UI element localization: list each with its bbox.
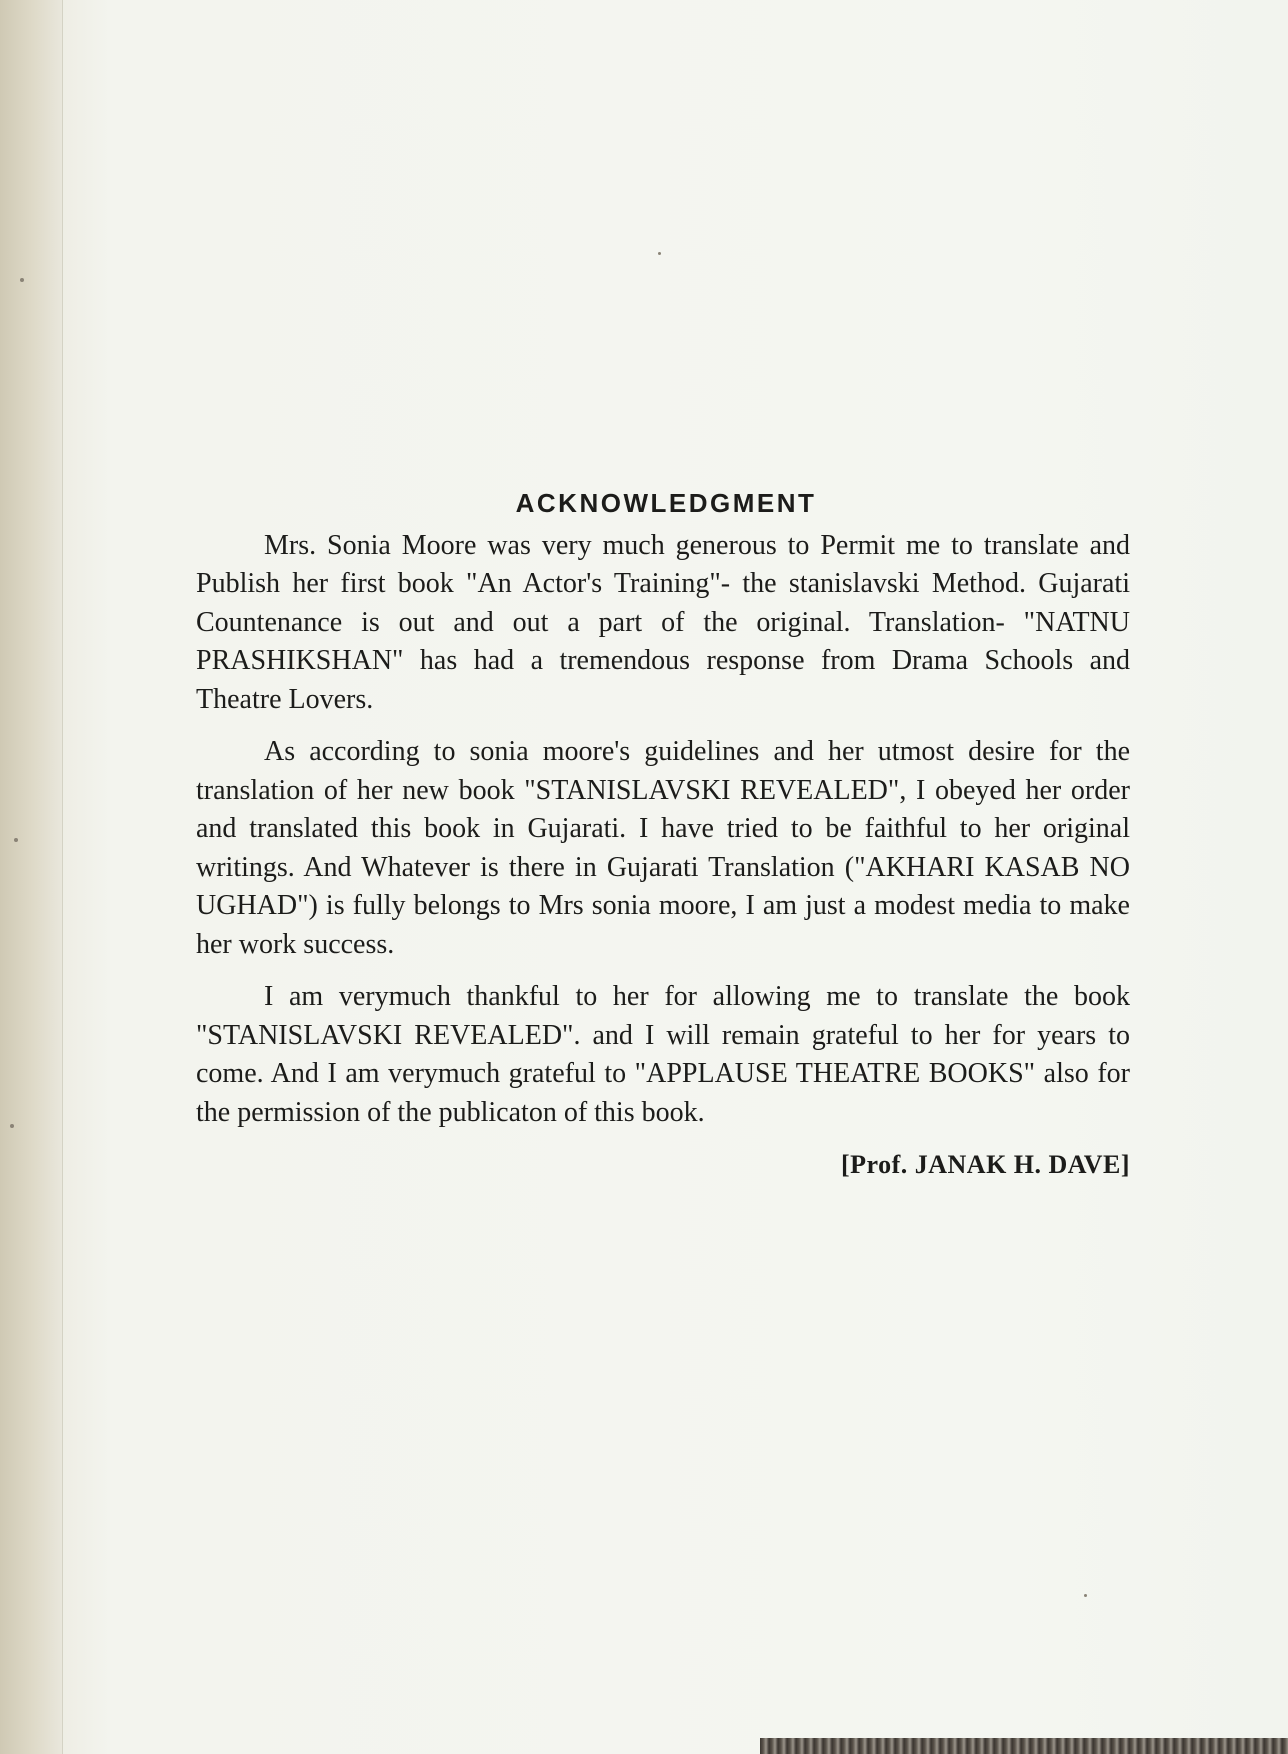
- paragraph-1: Mrs. Sonia Moore was very much generous to Permit me to translate and Publish her first book "An Actor's Training"- the stanislavski Method. Gujarati Countenance is out and out a part of the original. Translation- "NATNU PRASHIKSHAN" has had a tremendous response from Drama Schools and Theatre Lovers.: [196, 529, 1130, 715]
- paper-speck: [14, 838, 18, 842]
- page-bottom-edge: [760, 1738, 1288, 1754]
- page-binding-edge: [0, 0, 63, 1754]
- paragraph-2: As according to sonia moore's guidelines and her utmost desire for the translation of her new book "STANISLAVSKI REVEALED", I obeyed her order and translated this book in Gujarati. I have tried to be faithful to her original writings. And Whatever is there in Gujarati Translation ("AKHARI KASAB NO UGHAD") is fully belongs to Mrs sonia moore, I am just a modest media to make her work success.: [196, 736, 1130, 960]
- paper-speck: [658, 252, 661, 255]
- author-signature: [Prof. JANAK H. DAVE]: [840, 1150, 1130, 1179]
- paper-speck: [20, 278, 24, 282]
- paragraph-3: I am verymuch thankful to her for allowing me to translate the book "STANISLAVSKI REVEALED". and I will remain grateful to her for years to come. And I am verymuch grateful to "APPLAUSE THEATRE BOOKS" also for the permission of the publicaton of this book.: [196, 981, 1130, 1128]
- page-title: ACKNOWLEDGMENT: [515, 488, 817, 518]
- paper-speck: [1084, 1594, 1087, 1597]
- paper-speck: [10, 1124, 14, 1128]
- acknowledgment-section: [196, 484, 1130, 1185]
